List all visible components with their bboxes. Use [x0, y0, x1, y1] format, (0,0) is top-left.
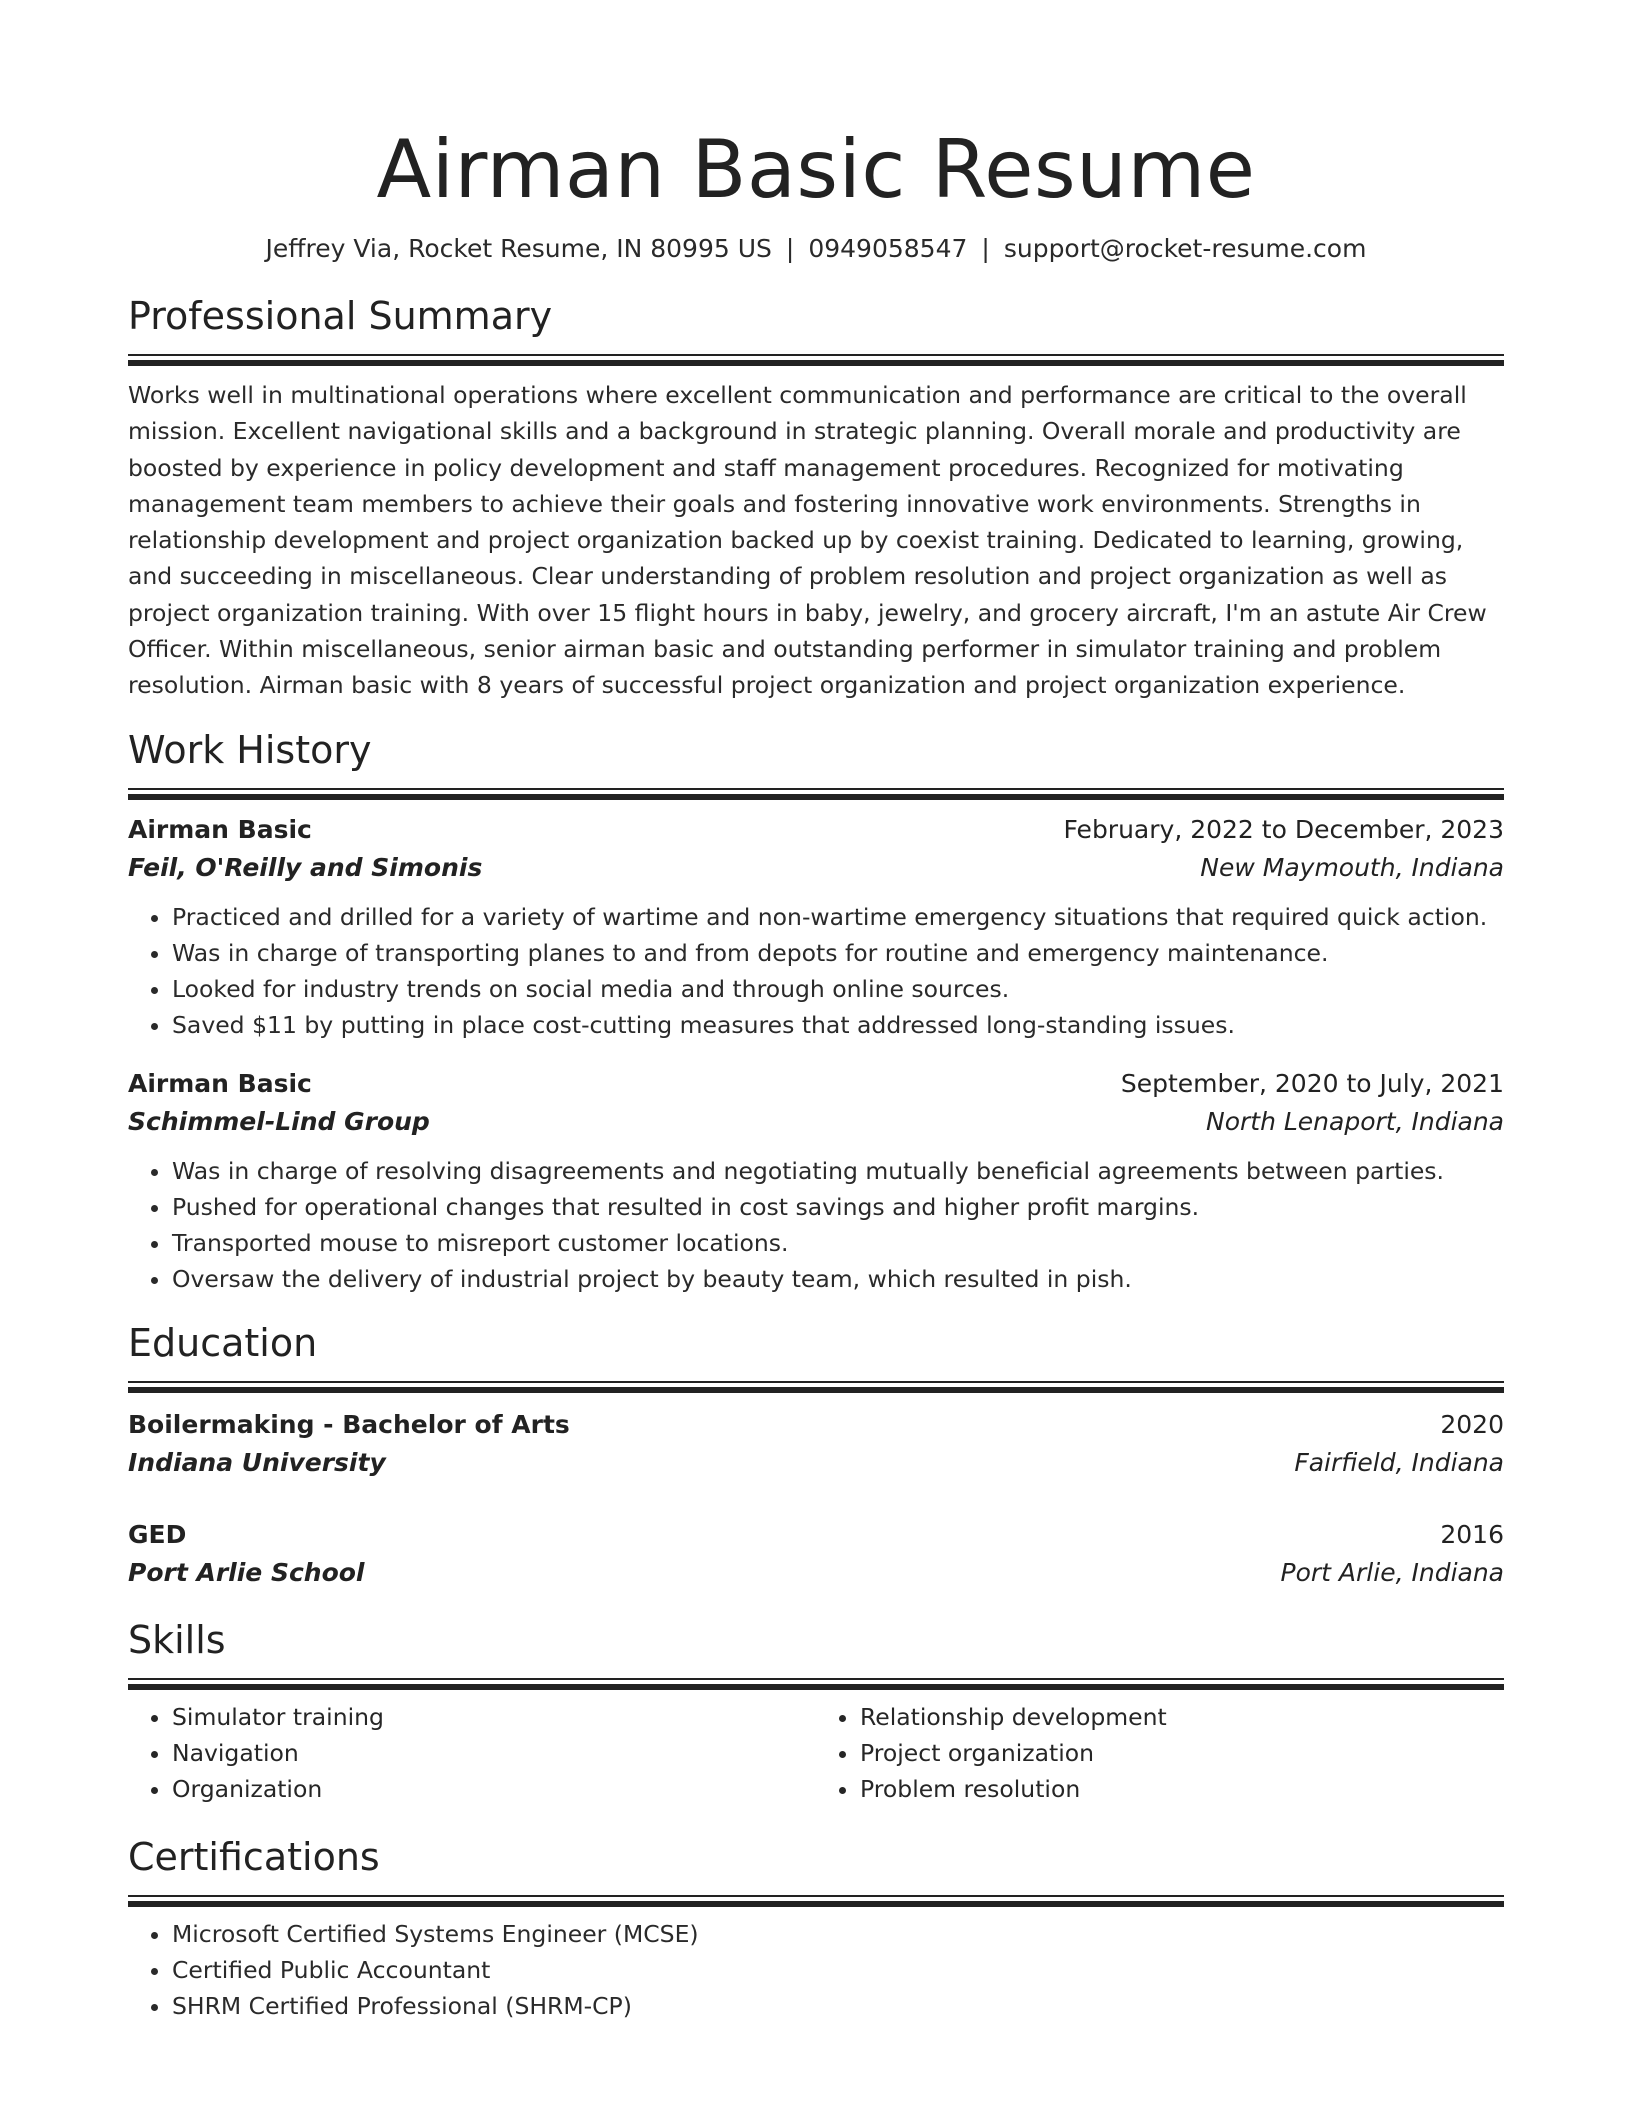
contact-separator: |	[785, 234, 795, 263]
education-location: Fairfield, Indiana	[1294, 1447, 1504, 1477]
education-degree: Boilermaking - Bachelor of Arts	[128, 1409, 570, 1439]
list-item: • Looked for industry trends on social media and through online sources.	[172, 971, 1504, 1007]
list-item: • Organization	[172, 1771, 816, 1807]
list-item: • Practiced and drilled for a variety of wartime and non-wartime emergency situations that required quick action.	[172, 899, 1504, 935]
contact-address: Jeffrey Via, Rocket Resume, IN 80995 US	[265, 234, 772, 263]
section-title-summary: Professional Summary	[128, 294, 553, 338]
section-title-certifications: Certifications	[128, 1834, 380, 1879]
list-item: • Pushed for operational changes that resulted in cost savings and higher profit margins.	[172, 1189, 1504, 1225]
section-rule	[128, 788, 1504, 799]
job-bullets	[128, 899, 1504, 1043]
contact-email[interactable]: support@rocket-resume.com	[1003, 234, 1367, 263]
list-item: • Project organization	[860, 1735, 1504, 1771]
skills-columns	[128, 1699, 1504, 1807]
education-entry	[128, 1516, 1504, 1592]
section-rule	[128, 354, 1504, 365]
education-school: Port Arlie School	[128, 1557, 365, 1587]
education-year: 2016	[1440, 1519, 1504, 1549]
education-location: Port Arlie, Indiana	[1280, 1557, 1504, 1587]
job-company: Feil, O'Reilly and Simonis	[128, 852, 483, 882]
list-item: • Microsoft Certified Systems Engineer (MCSE)	[172, 1916, 1504, 1952]
contact-line	[128, 232, 1504, 266]
list-item: • Relationship development	[860, 1699, 1504, 1735]
contact-phone: 0949058547	[808, 234, 968, 263]
education-school: Indiana University	[128, 1447, 386, 1477]
skills-list-left	[128, 1699, 816, 1807]
list-item: • Was in charge of resolving disagreements and negotiating mutually beneficial agreements between parties.	[172, 1153, 1504, 1189]
job-entry	[128, 1065, 1504, 1297]
job-entry	[128, 811, 1504, 1043]
work-section	[128, 726, 1504, 1297]
section-title-education: Education	[128, 1320, 318, 1365]
resume-title: Airman Basic Resume	[376, 123, 1256, 216]
job-company: Schimmel-Lind Group	[128, 1106, 430, 1136]
summary-text: Works well in multinational operations where excellent communication and performance are critical to the overall mission. Excellent navigational skills and a background in strategic planning. Overall morale and productivity are boosted by experience in policy development and staff management procedures. Recognized for motivating management team members to achieve their goals and fostering innovative work environments. Strengths in relationship development and project organization backed up by coexist training. Dedicated to learning, growing, and succeeding in miscellaneous. Clear understanding of problem resolution and project organization as well as project organization training. With over 15 flight hours in baby, jewelry, and grocery aircraft, I'm an astute Air Crew Officer. Within miscellaneous, senior airman basic and outstanding performer in simulator training and problem resolution. Airman basic with 8 years of successful project organization and project organization experience.	[128, 381, 1487, 700]
skills-list-right	[816, 1699, 1504, 1807]
list-item: • SHRM Certified Professional (SHRM-CP)	[172, 1988, 1504, 2024]
job-bullets	[128, 1153, 1504, 1297]
job-dates: February, 2022 to December, 2023	[1063, 814, 1504, 844]
list-item: • Navigation	[172, 1735, 816, 1771]
resume-page	[128, 0, 1504, 2024]
job-location: North Lenaport, Indiana	[1206, 1106, 1504, 1136]
job-location: New Maymouth, Indiana	[1200, 852, 1504, 882]
section-rule	[128, 1895, 1504, 1906]
section-rule	[128, 1678, 1504, 1689]
section-title-skills: Skills	[128, 1617, 226, 1662]
section-rule	[128, 1381, 1504, 1392]
education-section	[128, 1319, 1504, 1592]
skills-section	[128, 1616, 1504, 1807]
list-item: • Oversaw the delivery of industrial project by beauty team, which resulted in pish.	[172, 1261, 1504, 1297]
education-year: 2020	[1440, 1409, 1504, 1439]
certifications-section	[128, 1833, 1504, 2024]
list-item: • Problem resolution	[860, 1771, 1504, 1807]
list-item: • Was in charge of transporting planes to and from depots for routine and emergency maintenance.	[172, 935, 1504, 971]
job-dates: September, 2020 to July, 2021	[1120, 1068, 1504, 1098]
certifications-list	[128, 1916, 1504, 2024]
list-item: • Certified Public Accountant	[172, 1952, 1504, 1988]
list-item: • Transported mouse to misreport customer locations.	[172, 1225, 1504, 1261]
summary-section	[128, 292, 1504, 704]
contact-separator: |	[981, 234, 990, 263]
job-title: Airman Basic	[128, 1068, 312, 1098]
section-title-work: Work History	[128, 727, 372, 772]
job-title: Airman Basic	[128, 814, 312, 844]
list-item: • Saved $11 by putting in place cost-cutting measures that addressed long-standing issues.	[172, 1007, 1504, 1043]
education-entry	[128, 1406, 1504, 1482]
education-degree: GED	[128, 1519, 187, 1549]
list-item: • Simulator training	[172, 1699, 816, 1735]
